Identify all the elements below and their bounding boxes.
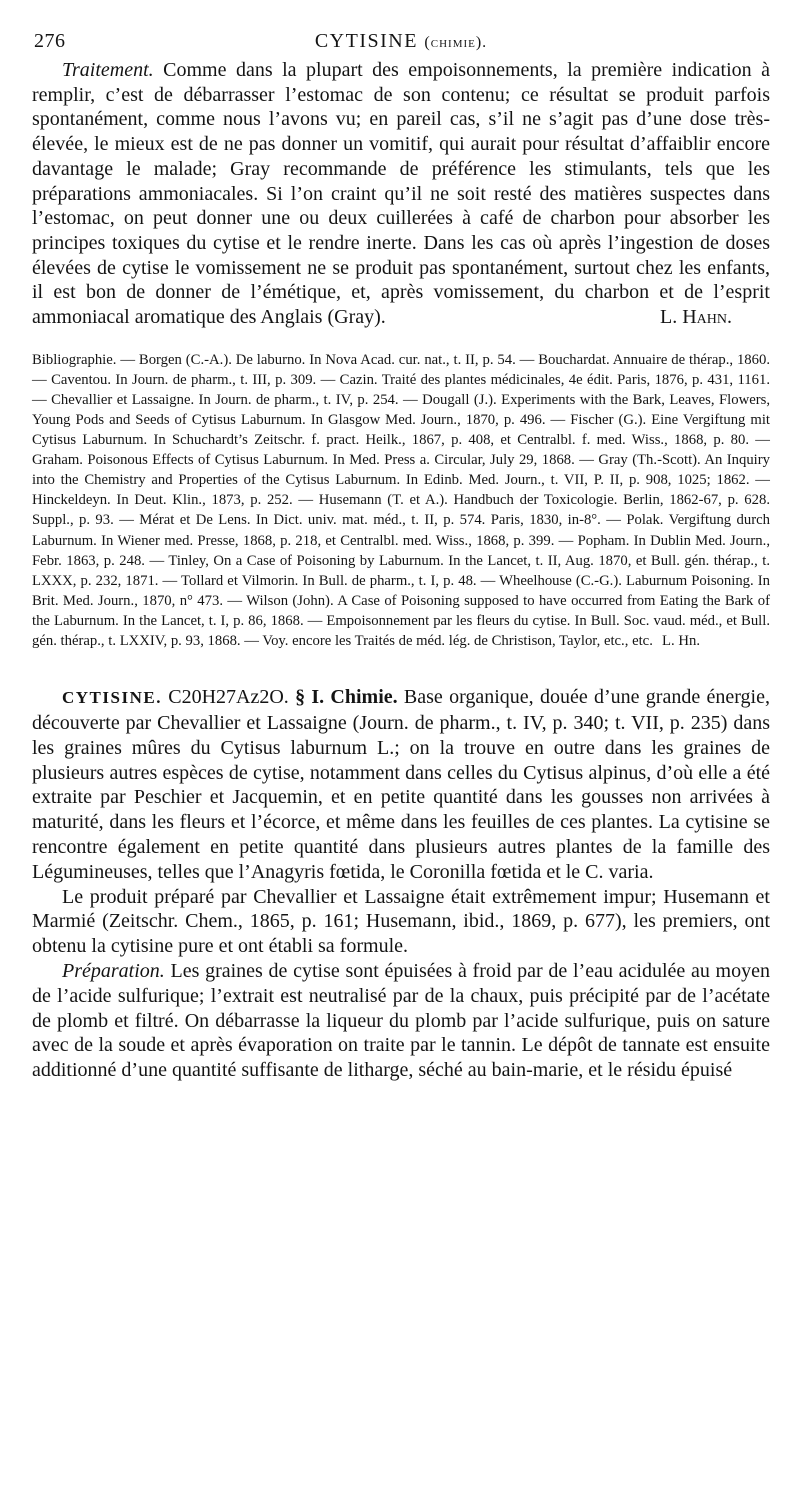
running-head-subtitle: (chimie). [424, 34, 488, 51]
traitement-signature: L. Hahn. [660, 306, 732, 329]
cytisine-paragraph-2 [32, 885, 770, 959]
traitement-paragraph [32, 58, 770, 330]
running-head-title: CYTISINE [314, 30, 418, 52]
preparation-lead: Préparation. [62, 959, 165, 982]
page-header [32, 28, 770, 58]
cytisine-text-1: Base organique, douée d’une grande énergie, découverte par Chevallier et Lassaigne (Journ. de pharm., t. IV, p. 340; t. VII, p. 235) dans les graines mûres du Cytisus laburnum L.; on la trouve en outre dans les graines de plusieurs autres espèces de cytise, notamment dans celles du Cytisus alpinus, d’où elle a été extraite par Peschier et Jacquemin, et en petite quantité dans les gousses non arrivées à maturité, dans les fleurs et l’écorce, et même dans les feuilles de ces plantes. La cytisine se rencontre également en petite quantité dans plusieurs autres plantes de la famille des Légumineuses, telles que l’Anagyris fœtida, le Coronilla fœtida et le C. varia. [32, 686, 770, 883]
page [32, 28, 770, 1083]
cytisine-text-2: Le produit préparé par Chevallier et Lassaigne était extrêmement impur; Husemann et Marmié (Zeitschr. Chem., 1865, p. 161; Husemann, ibid., 1869, p. 677), les premiers, ont obtenu la cytisine pure et ont établi sa formule. [32, 885, 770, 958]
chemical-formula: C20H27Az2O. [168, 686, 289, 709]
headword: CYTISINE. [62, 688, 162, 708]
bibliography-text: Bibliographie. — Borgen (C.-A.). De laburno. In Nova Acad. cur. nat., t. II, p. 54. — Bouchardat. Annuaire de thérap., 1860. — Caventou. In Journ. de pharm., t. III, p. 309. — Cazin. Traité des plantes médicinales, 4e édit. Paris, 1876, p. 431, 1161. — Chevallier et Lassaigne. In Journ. de pharm., t. IV, p. 254. — Dougall (J.). Experiments with the Bark, Leaves, Flowers, Young Pods and Seeds of Cytisus Laburnum. In Glasgow Med. Journ., 1870, p. 496. — Fischer (G.). Eine Vergiftung mit Cytisus Laburnum. In Schuchardt’s Zeitschr. f. pract. Heilk., 1867, p. 408, et Centralbl. f. med. Wiss., 1868, p. 80. — Graham. Poisonous Effects of Cytisus Laburnum. In Med. Press a. Circular, July 29, 1868. — Gray (Th.-Scott). An Inquiry into the Chemistry and Properties of the Cytisus Laburnum. In Edinb. Med. Journ., t. VII, P. II, p. 908, 1025; 1862. — Hinckeldeyn. In Deut. Klin., 1873, p. 252. — Husemann (T. et A.). Handbuch der Toxicologie. Berlin, 1862-67, p. 628. Suppl., p. 93. — Mérat et De Lens. In Dict. univ. mat. méd., t. II, p. 574. Paris, 1830, in-8°. — Polak. Vergiftung durch Laburnum. In Wiener med. Presse, 1868, p. 218, et Centralbl. med. Wiss., 1868, p. 399. — Popham. In Dublin Med. Journ., Febr. 1863, p. 248. — Tinley, On a Case of Poisoning by Laburnum. In the Lancet, t. II, Aug. 1870, et Bull. gén. thérap., t. LXXX, p. 232, 1871. — Tollard et Vilmorin. In Bull. de pharm., t. I, p. 48. — Wheelhouse (C.-G.). Laburnum Poisoning. In Brit. Med. Journ., 1870, n° 473. — Wilson (John). A Case of Poisoning supposed to have occurred from Eating the Bark of the Laburnum. In the Lancet, t. I, p. 86, 1868. — Empoisonnement par les fleurs du cytise. In Bull. Soc. vaud. méd., et Bull. gén. thérap., t. LXXIV, p. 93, 1868. — Voy. encore les Traités de méd. lég. de Christison, Taylor, etc., etc. [32, 351, 770, 650]
bibliography-signature: L. Hn. [662, 633, 700, 650]
running-head [32, 30, 770, 53]
cytisine-text-3: Les graines de cytise sont épuisées à froid par de l’eau acidulée au moyen de l’acide sulfurique; l’extrait est neutralisé par de la chaux, puis précipité par de l’acétate de plomb et filtré. On débarrasse la liqueur du plomb par l’acide sulfurique, puis on sature avec de la soude et après évaporation on traite par le tannin. Le dépôt de tannate est ensuite additionné d’une quantité suffisante de litharge, séché au bain-marie, et le résidu épuisé [32, 959, 770, 1082]
bibliography [32, 350, 770, 651]
traitement-text: Comme dans la plupart des empoisonnements, la première indication à remplir, c’est de débarrasser l’estomac de son contenu; ce résultat se produit parfois spontanément, comme nous l’avons vu; en pareil cas, s’il ne s’agit pas d’une dose très-élevée, le mieux est de ne pas donner un vomitif, qui aurait pour résultat d’affaiblir encore davantage le malade; Gray recommande de préférence les stimulants, tels que les préparations ammoniacales. Si l’on craint qu’il ne soit resté des matières suspectes dans l’estomac, on peut donner une ou deux cuillerées à café de charbon pour absorber les principes toxiques du cytise et le rendre inerte. Dans les cas où après l’ingestion de doses élevées de cytise le vomissement ne se produit pas spontanément, surtout chez les enfants, il est bon de donner de l’émétique, et, après vomissement, du charbon et de l’esprit ammoniacal aromatique des Anglais (Gray). [32, 59, 770, 329]
cytisine-paragraph-3 [32, 959, 770, 1083]
page-number: 276 [34, 30, 66, 52]
traitement-lead: Traitement. [62, 59, 154, 81]
section-heading: § I. Chimie. [295, 686, 398, 709]
cytisine-article [32, 685, 770, 1083]
cytisine-paragraph-1 [32, 685, 770, 884]
